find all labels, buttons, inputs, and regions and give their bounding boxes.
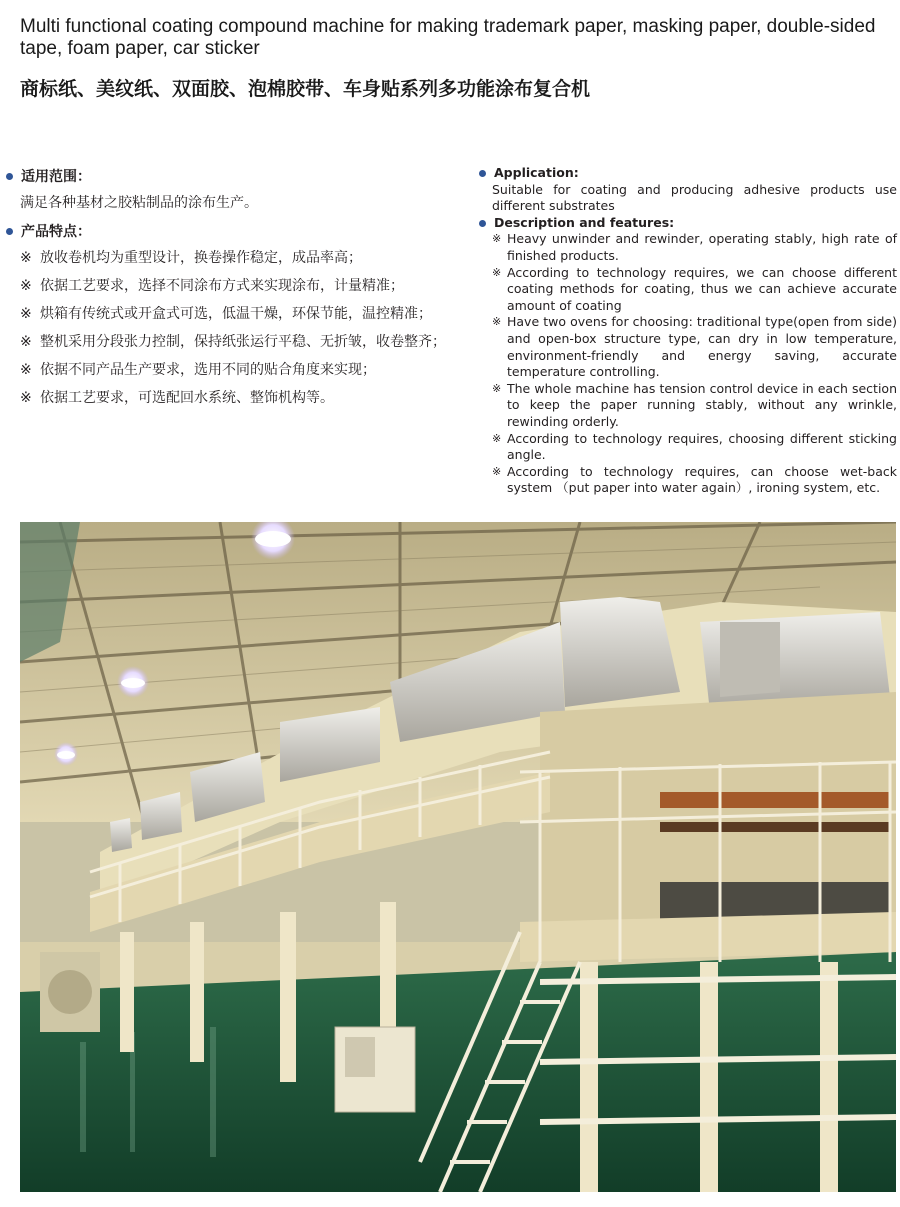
feature-text: Have two ovens for choosing: traditional type(open from side) and open-box structure type, can dry in low temperature, environment-friendly and energy saving, accurate temperature controlling.	[507, 314, 897, 380]
description-heading-text: Description and features:	[494, 214, 675, 230]
feature-text: 依据工艺要求，选择不同涂布方式来实现涂布，计量精准；	[40, 278, 404, 294]
features-heading-text: 产品特点：	[21, 224, 91, 240]
feature-text: 整机采用分段张力控制，保持纸张运行平稳、无折皱，收卷整齐；	[40, 334, 446, 350]
reference-mark-icon: ※	[492, 232, 502, 246]
scope-heading-text: 适用范围：	[21, 169, 91, 185]
feature-text: Heavy unwinder and rewinder, operating stably, high rate of finished products.	[507, 231, 897, 263]
title-english: Multi functional coating compound machine for making trademark paper, masking paper, double-sided tape, foam paper, car sticker	[20, 16, 876, 59]
bullet-icon	[6, 173, 13, 180]
bullet-icon	[479, 220, 486, 227]
feature-item	[477, 265, 897, 315]
reference-mark-icon: ※	[20, 250, 32, 266]
reference-mark-icon: ※	[20, 362, 32, 378]
application-heading-text: Application:	[494, 165, 579, 180]
feature-item	[4, 328, 464, 356]
reference-mark-icon: ※	[492, 315, 502, 329]
feature-item	[477, 231, 897, 264]
features-heading	[4, 218, 464, 244]
english-column	[477, 165, 897, 497]
feature-item	[4, 300, 464, 328]
reference-mark-icon: ※	[492, 381, 502, 395]
title-chinese: 商标纸、美纹纸、双面胶、泡棉胶带、车身贴系列多功能涂布复合机	[20, 79, 591, 100]
chinese-column	[4, 163, 464, 412]
feature-text: 依据工艺要求，可选配回水系统、整饰机构等。	[40, 390, 334, 406]
feature-item	[477, 314, 897, 380]
reference-mark-icon: ※	[492, 265, 502, 279]
reference-mark-icon: ※	[492, 464, 502, 478]
scope-heading	[4, 163, 464, 189]
feature-item	[4, 356, 464, 384]
reference-mark-icon: ※	[492, 431, 502, 445]
bullet-icon	[479, 170, 486, 177]
reference-mark-icon: ※	[20, 278, 32, 294]
feature-item	[477, 431, 897, 464]
feature-item	[477, 464, 897, 497]
feature-item	[4, 272, 464, 300]
reference-mark-icon: ※	[20, 334, 32, 350]
application-text: Suitable for coating and producing adhesive products use different substrates	[492, 181, 897, 214]
reference-mark-icon: ※	[20, 306, 32, 322]
feature-item	[4, 384, 464, 412]
application-heading	[477, 165, 897, 182]
feature-text: According to technology requires, can choose wet-back system （put paper into water again）, ironing system, etc.	[507, 463, 897, 496]
feature-item	[4, 244, 464, 272]
description-heading	[477, 215, 897, 232]
feature-text: 烘箱有传统式或开盒式可选，低温干燥，环保节能，温控精准；	[40, 306, 432, 322]
bullet-icon	[6, 228, 13, 235]
feature-text: 放收卷机均为重型设计，换卷操作稳定，成品率高；	[40, 250, 362, 266]
feature-text: According to technology requires, we can choose different coating methods for coating, thus we can achieve accurate amount of coating	[507, 264, 897, 313]
machine-photo	[20, 522, 896, 1192]
scope-text: 满足各种基材之胶粘制品的涂布生产。	[20, 195, 258, 211]
feature-text: According to technology requires, choosing different sticking angle.	[507, 430, 897, 463]
feature-text: 依据不同产品生产要求，选用不同的贴合角度来实现；	[40, 362, 376, 378]
feature-item	[477, 381, 897, 431]
feature-text: The whole machine has tension control device in each section to keep the paper running stably, without any wrinkle, rewinding orderly.	[507, 380, 897, 429]
reference-mark-icon: ※	[20, 390, 32, 406]
